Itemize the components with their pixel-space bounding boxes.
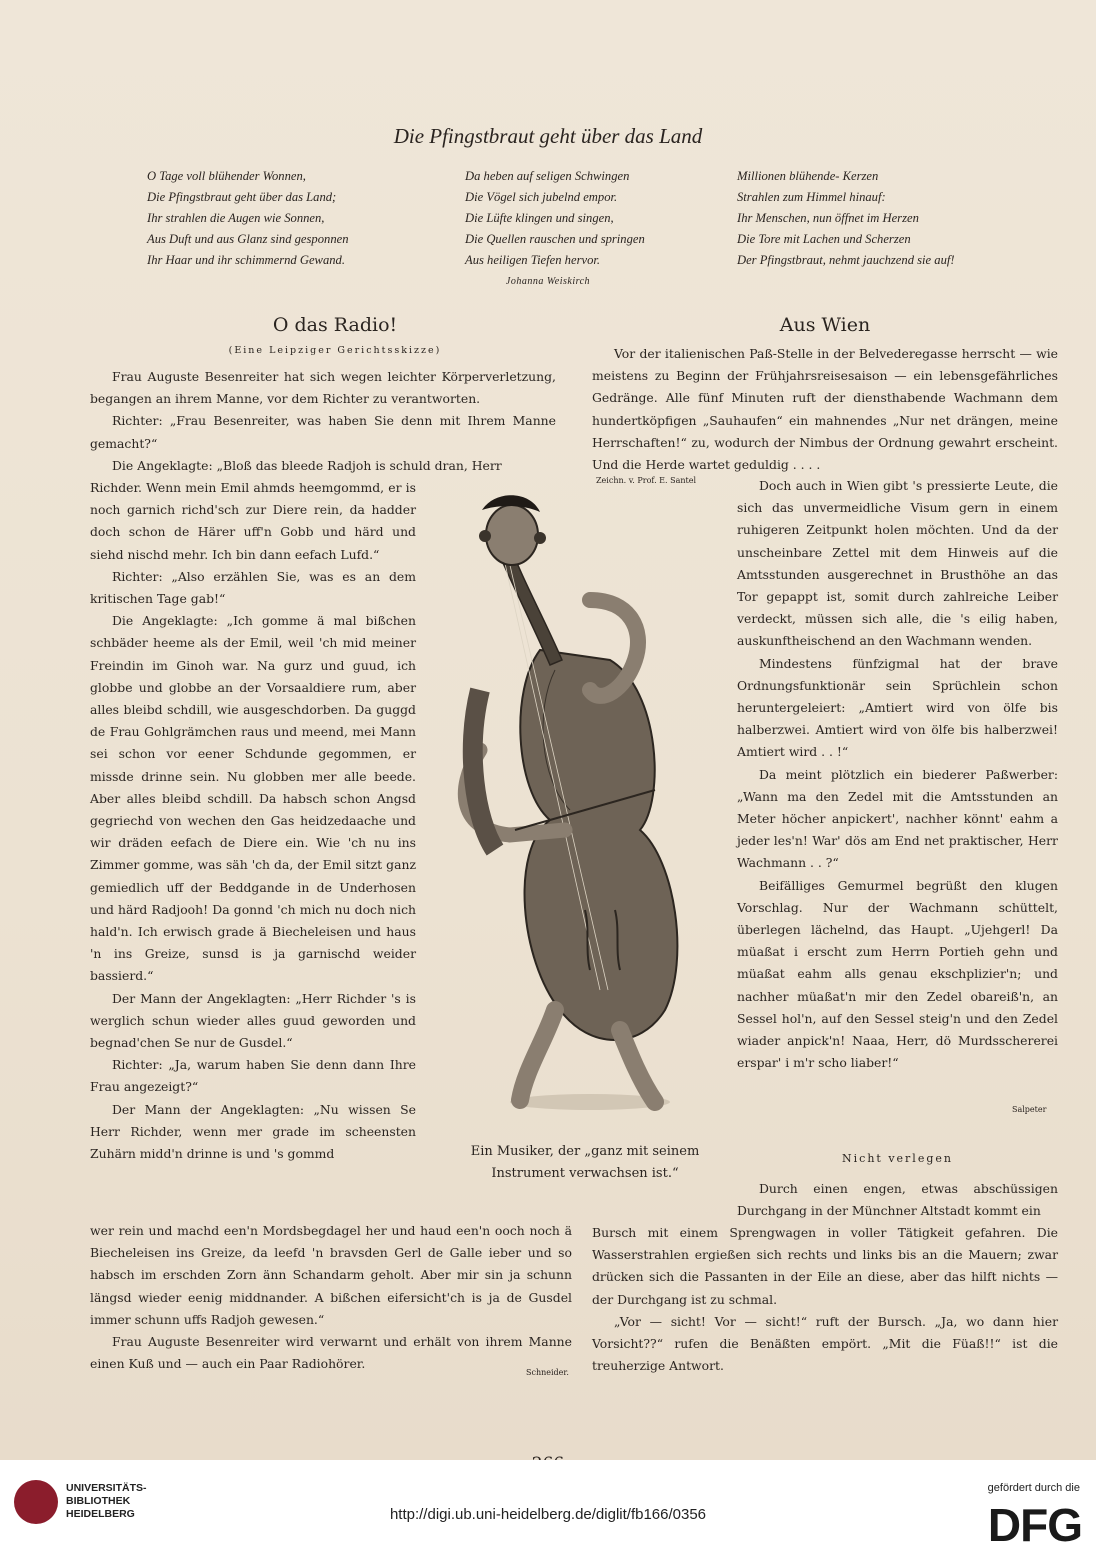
poem-line: Die Pfingstbraut geht über das Land; xyxy=(147,190,337,204)
poem-column-2 xyxy=(465,166,645,271)
radio-text-top xyxy=(90,366,556,477)
paragraph: Richter: „Frau Besenreiter, was haben Sie denn mit Ihrem Manne gemacht?“ xyxy=(90,413,556,451)
poem-author: Johanna Weiskirch xyxy=(505,276,591,287)
library-line: UNIVERSITÄTS- xyxy=(66,1482,147,1494)
poem-column-1 xyxy=(147,166,349,271)
poem-line: Da heben auf seligen Schwingen xyxy=(465,169,630,183)
poem-line: O Tage voll blühender Wonnen, xyxy=(147,169,306,183)
signature-schneider: Schneider. xyxy=(526,1368,569,1377)
dfg-logo: DFG xyxy=(987,1499,1082,1551)
illustration-caption: Ein Musiker, der „ganz mit seinem Instrument verwachsen ist.“ xyxy=(470,1144,700,1181)
poem-line: Ihr strahlen die Augen wie Sonnen, xyxy=(147,211,325,225)
wien-text-narrow xyxy=(737,475,1058,1074)
radio-text-narrow xyxy=(90,477,416,1165)
illustration-credit: Zeichn. v. Prof. E. Santel xyxy=(596,476,696,485)
poem-line: Aus Duft und aus Glanz sind gesponnen xyxy=(147,232,349,246)
nicht-verlegen-text-narrow xyxy=(737,1178,1058,1222)
paragraph: wer rein und machd een'n Mordsbegdagel her und haud een'n ooch noch ä Biecheleisen ins Greize, da leefd 'n bravsden Gerl de Galle ieber und so habsch im erschden Zorn änn Schandarm geholt. Aber mir sin ja schunn längsd wieder eenig middnander. A bißchen eifersicht'ch is ja de Gusdel immer schunn uffs Radjoh gewesen.“ xyxy=(90,1223,572,1327)
paragraph: Vor der italienischen Paß-Stelle in der Belvederegasse herrscht — wie meistens zu Beginn der Frühjahrsreisesaison — ein lebensgefährliches Gedränge. Alle fünf Minuten ruft der diensthabende Wachmann dem hundertköpfigen „Sauhaufen“ ein mahnendes „Nur net drängen, meine Herrschaften!“ zu, wodurch der Nimbus der Ordnung gewahrt erscheint. Und die Herde wartet geduldig . . . . xyxy=(592,346,1058,473)
wien-text-top xyxy=(592,343,1058,476)
paragraph: Frau Auguste Besenreiter wird verwarnt und erhält von ihrem Manne einen Kuß und — auch ein Paar Radiohörer. xyxy=(90,1334,572,1372)
poem-column-3 xyxy=(737,166,955,271)
poem-line: Ihr Haar und ihr schimmernd Gewand. xyxy=(147,253,345,267)
poem-line: Die Tore mit Lachen und Scherzen xyxy=(737,232,911,246)
cellist-illustration xyxy=(440,490,730,1130)
funding-label: gefördert durch die xyxy=(987,1482,1080,1494)
poem-line: Ihr Menschen, nun öffnet im Herzen xyxy=(737,211,919,225)
paragraph: Die Angeklagte: „Ich gomme ä mal bißchen schbäder heeme als der Emil, weil 'ch mid meiner Freindin im Ginoh war. Na gurz und guud, ich globbe und globbe an der Vorsaaldiere rum, aber alles bleibd schdill, wie ausgeschdorben. Da guggd de Frau Gohlgrämchen raus und meend, mei Mann sei schon vor eener Schdunde gegommen, er missde drinne sein. Nu globben mer alle beede. Aber alles bleibd schdill. Da habsch schon Angsd gegriechd von wechen den Gas heidzedaache und wir dräden eefach de Diere ein. Wie 'ch nu ins Zimmer gomme, was säh 'ch da, der Emil sitzt ganz gemiedlich uff der Beddgande in de Underhosen und härd Radjooh! Da gonnd 'ch mich nu doch nich hald'n. Ich erwisch grade ä Biecheleisen und haus 'n ins Greize, sunsd is ja garnischd weider bassierd.“ xyxy=(90,613,416,984)
paragraph: Die Angeklagte: „Bloß das bleede Radjoh is schuld dran, Herr xyxy=(112,457,502,473)
library-line: HEIDELBERG xyxy=(66,1508,135,1520)
paragraph: Doch auch in Wien gibt 's pressierte Leute, die sich das unvermeidliche Visum gern in einem ruhigeren Zeitpunkt holen möchten. Und da der unscheinbare Zettel mit dem Hinweis auf die Amtsstunden ausgerechnet in Brusthöhe an das Tor gepappt ist, somit durch zahlreiche Leiber verdeckt, müssen sich alle, die 's eilig haben, auskunftheischend an den Wachmann wenden. xyxy=(737,478,1058,649)
paragraph: Frau Auguste Besenreiter hat sich wegen leichter Körperverletzung, begangen an ihrem Manne, vor dem Richter zu verantworten. xyxy=(90,369,556,407)
permalink-url[interactable]: http://digi.ub.uni-heidelberg.de/diglit/fb166/0356 xyxy=(389,1506,707,1523)
poem-line: Strahlen zum Himmel hinauf: xyxy=(737,190,886,204)
paragraph: Richder. Wenn mein Emil ahmds heemgommd, er is noch garnich richd'sch zur Diere rein, da hadder doch schon de Härer uff'n Gobb und härd und siehd nischd mehr. Ich bin dann eefach Lufd.“ xyxy=(90,480,416,562)
digitization-footer xyxy=(0,1460,1096,1557)
poem-line: Der Pfingstbraut, nehmt jauchzend sie auf! xyxy=(737,253,955,267)
paragraph: Mindestens fünfzigmal hat der brave Ordnungsfunktionär sein Sprüchlein schon heruntergeleiert: „Amtiert wird von ölfe bis halberzwei. Amtiert wird von ölfe bis halberzwei! Amtiert wird . . !“ xyxy=(737,655,1058,760)
article-subheading-radio: (Eine Leipziger Gerichtsskizze) xyxy=(228,345,442,356)
paragraph: Beifälliges Gemurmel begrüßt den klugen Vorschlag. Nur der Wachmann schüttelt, überlegen lächelnd, das Haupt. „Ujehgerl! Da müaßat i erscht zum Herrn Portieh gehn und müaßat eahm alls genau ekschplizier'n; und nachher müaßat'n mir den Zedel obareiß'n, an Sessel hol'n, auf den Sessel steig'n und den Zedel wiader anpick'n! Naaa, Herr, dö Murdsschererei erspar' i m'r scho liaber!“ xyxy=(737,877,1058,1071)
paragraph: „Vor — sicht! Vor — sicht!“ ruft der Bursch. „Ja, wo dann hier Vorsicht??“ rufen die Benäßten empört. „Mit die Füaß!!“ ist die treuherzige Antwort. xyxy=(592,1313,1058,1374)
poem-line: Die Vögel sich jubelnd empor. xyxy=(465,190,618,204)
paragraph: Der Mann der Angeklagten: „Herr Richder 's is werglich schun wieder alles guud geworden und begnad'chen Se nur de Gusdel.“ xyxy=(90,990,416,1051)
page-title: Die Pfingstbraut geht über das Land xyxy=(393,124,703,148)
poem-line: Die Lüfte klingen und singen, xyxy=(465,211,614,225)
paragraph: Richter: „Ja, warum haben Sie denn dann Ihre Frau angezeigt?“ xyxy=(90,1057,416,1095)
article-heading-nicht-verlegen: Nicht verlegen xyxy=(842,1152,953,1165)
poem-line: Millionen blühende- Kerzen xyxy=(737,169,879,183)
paragraph: Da meint plötzlich ein biederer Paßwerber: „Wann ma den Zedel mit die Amtsstunden an Meter höcher anpickert', nachher könnt' eahm a jeder les'n! War' dös am End net praktischer, Herr Wachmann . . ?“ xyxy=(737,766,1058,871)
article-heading-radio: O das Radio! xyxy=(272,314,398,336)
article-heading-wien: Aus Wien xyxy=(779,314,871,336)
radio-text-bottom xyxy=(90,1220,572,1375)
poem-line: Aus heiligen Tiefen hervor. xyxy=(465,253,601,267)
paragraph: Richter: „Also erzählen Sie, was es an dem kritischen Tage gab!“ xyxy=(90,568,416,607)
library-line: BIBLIOTHEK xyxy=(66,1495,131,1507)
paragraph: Bursch mit einem Sprengwagen in voller Tätigkeit gefahren. Die Wasserstrahlen ergießen sich rechts und links bis an die Mauern; zwar drücken sich die Passanten in der Eile an diese, aber das hilft nichts — der Durchgang ist zu schmal. xyxy=(592,1225,1058,1307)
paragraph: Der Mann der Angeklagten: „Nu wissen Se Herr Richder, wenn mer grade im scheensten Zuhärn midd'n drinne is und 's gommd xyxy=(90,1101,416,1162)
nicht-verlegen-text-bottom xyxy=(592,1222,1058,1377)
signature-salpeter: Salpeter xyxy=(1012,1105,1047,1114)
poem-line: Die Quellen rauschen und springen xyxy=(465,232,645,246)
paragraph: Durch einen engen, etwas abschüssigen Durchgang in der Münchner Altstadt kommt ein xyxy=(737,1181,1058,1219)
